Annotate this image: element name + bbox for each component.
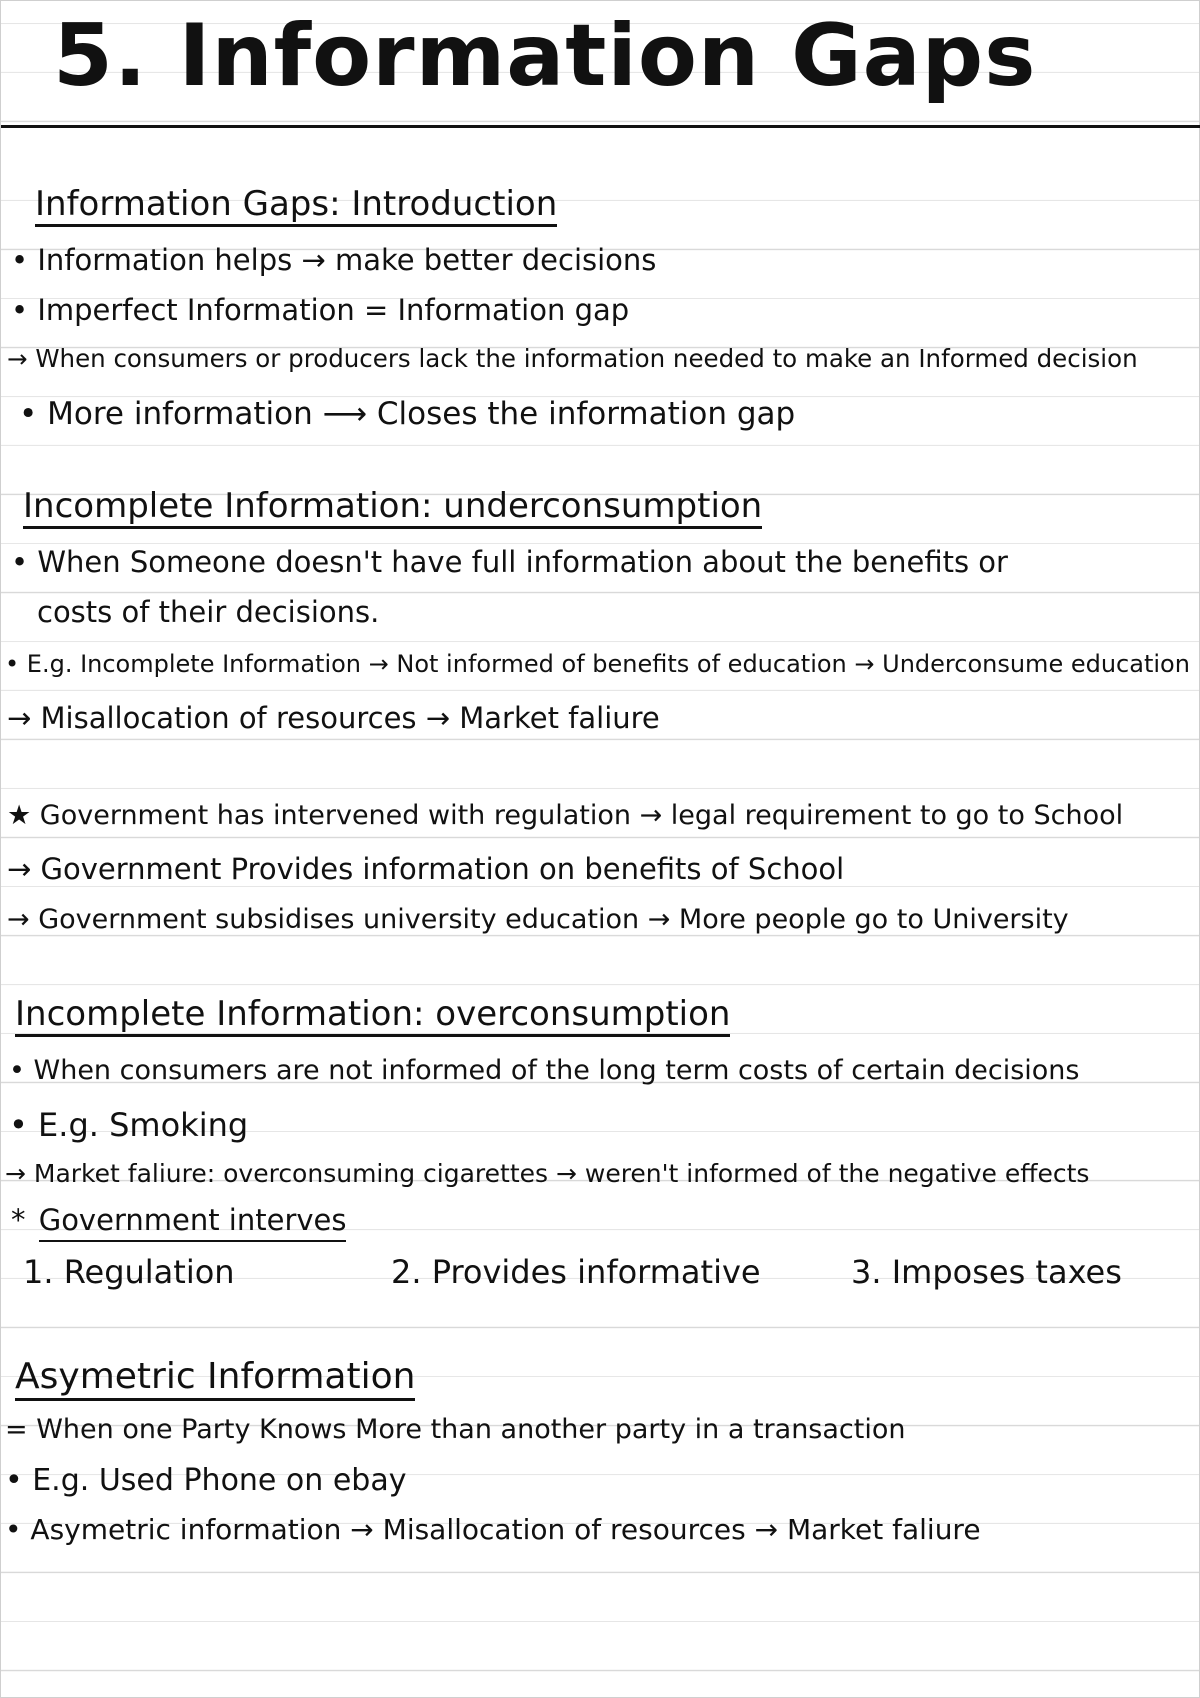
government-interves-line <box>11 1203 347 1237</box>
intervention-item-3: 3. Imposes taxes <box>851 1253 1122 1291</box>
over-line-1: • When consumers are not informed of the long term costs of certain decisions <box>9 1055 1080 1086</box>
asym-line-2: • E.g. Used Phone on ebay <box>5 1463 407 1498</box>
title-rule <box>1 125 1200 128</box>
asym-line-1: = When one Party Knows More than another party in a transaction <box>5 1414 906 1445</box>
under-line-5: ★ Government has intervened with regulation → legal requirement to go to School <box>7 800 1124 831</box>
intro-line-4: • More information ⟶ Closes the information gap <box>19 396 796 432</box>
under-line-6: → Government Provides information on benefits of School <box>7 852 845 886</box>
under-line-1: • When Someone doesn't have full information about the benefits or <box>11 545 1008 579</box>
intro-line-1: • Information helps → make better decisions <box>11 243 657 277</box>
intro-line-2: • Imperfect Information = Information gap <box>11 293 630 327</box>
intervention-item-1: 1. Regulation <box>23 1253 235 1291</box>
interventions-row <box>1 1253 1200 1300</box>
government-interves-heading: Government interves <box>39 1203 347 1242</box>
page-title: 5. Information Gaps <box>53 6 1037 106</box>
under-line-3: • E.g. Incomplete Information → Not informed of benefits of education → Underconsume education <box>5 650 1190 678</box>
section-heading-intro <box>35 184 558 227</box>
section-heading-asym <box>15 1356 416 1401</box>
star-marker: * <box>11 1203 26 1237</box>
asym-line-3: • Asymetric information → Misallocation of resources → Market faliure <box>5 1513 981 1546</box>
section-heading-asym-text: Asymetric Information <box>15 1359 415 1401</box>
section-heading-intro-text: Information Gaps: Introduction <box>35 187 557 227</box>
over-line-2: • E.g. Smoking <box>9 1106 249 1144</box>
over-line-3: → Market faliure: overconsuming cigarettes → weren't informed of the negative effects <box>5 1159 1090 1188</box>
under-line-2: costs of their decisions. <box>37 595 380 629</box>
section-heading-over <box>15 994 731 1037</box>
under-line-7: → Government subsidises university education → More people go to University <box>7 904 1069 935</box>
section-heading-over-text: Incomplete Information: overconsumption <box>15 997 730 1037</box>
intervention-item-2: 2. Provides informative <box>391 1253 761 1291</box>
section-heading-under-text: Incomplete Information: underconsumption <box>23 489 762 529</box>
under-line-4: → Misallocation of resources → Market faliure <box>7 701 660 735</box>
intro-line-3: → When consumers or producers lack the information needed to make an Informed decision <box>7 344 1138 373</box>
section-heading-under <box>23 486 763 529</box>
